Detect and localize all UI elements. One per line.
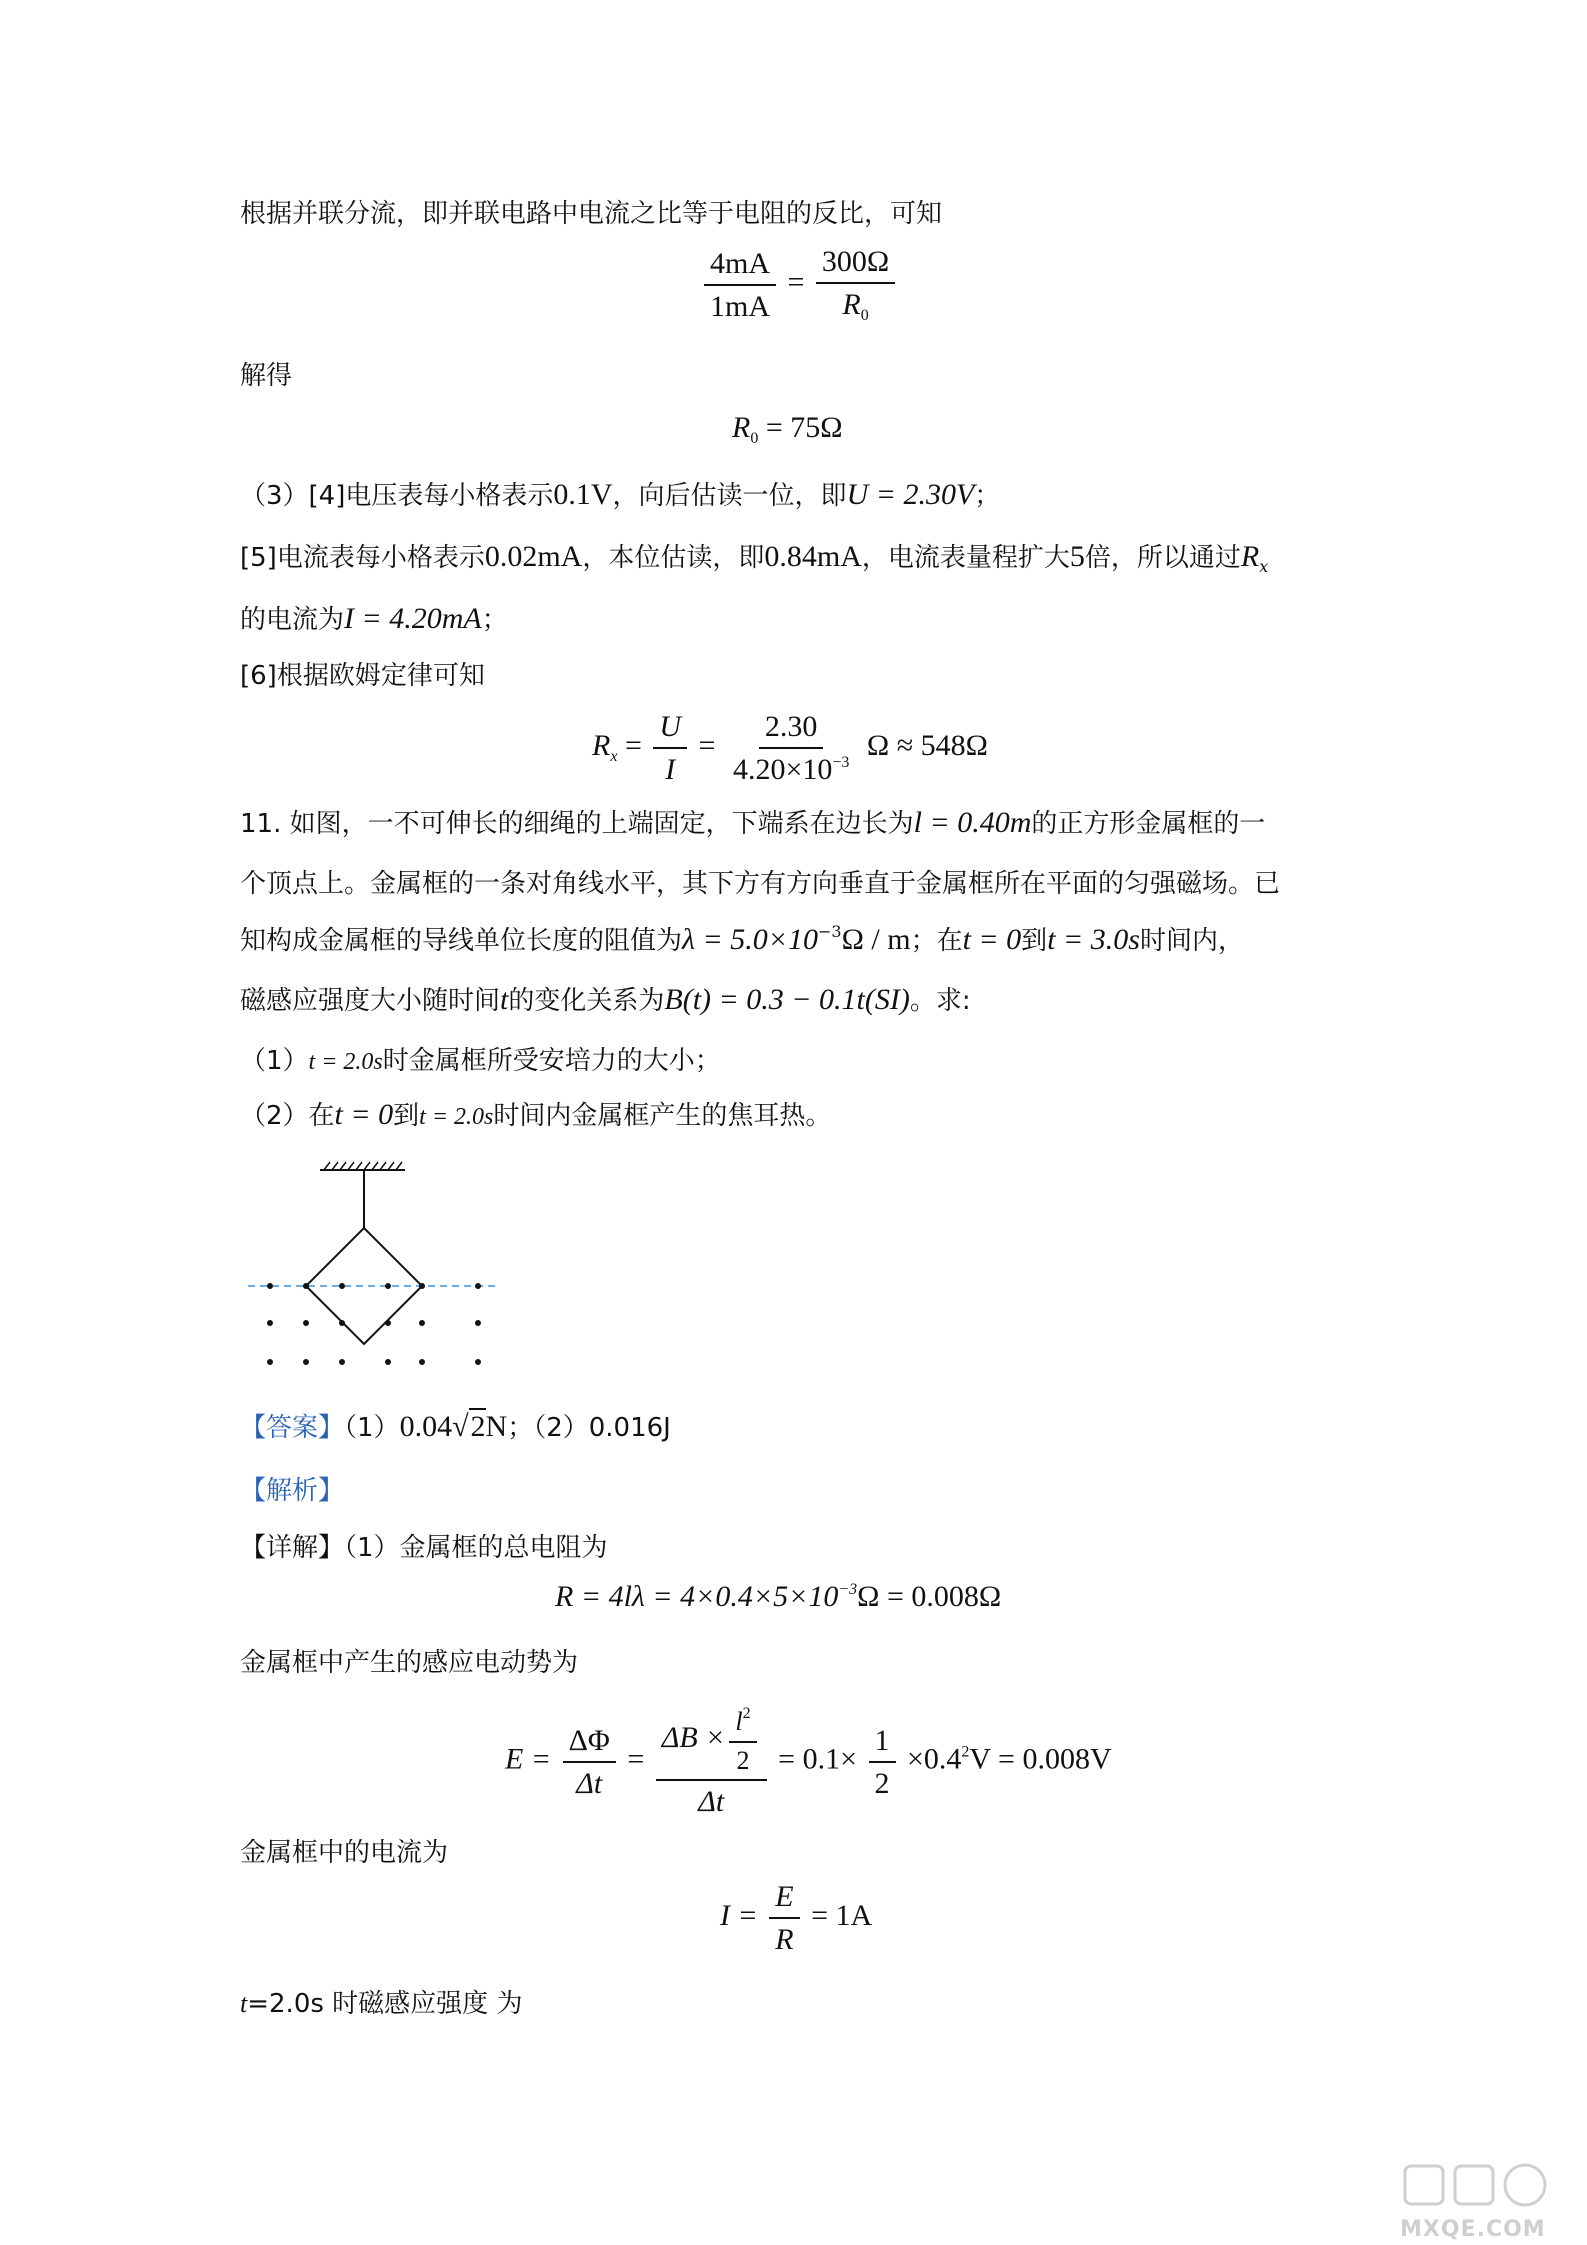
q11-part-2: [240, 1095, 831, 1132]
analysis-tag: 【解析】: [240, 1476, 345, 1506]
eq3-u: U: [653, 710, 687, 749]
eq5-mid: = 0.1×: [778, 1742, 857, 1776]
detailed-solution-line: [240, 1527, 608, 1564]
paragraph-parallel-current: 根据并联分流，即并联电路中电流之比等于电阻的反比，可知: [240, 199, 943, 229]
paragraph-emf: 金属框中产生的感应电动势为: [240, 1648, 579, 1678]
eq5-db: ΔB ×: [661, 1720, 726, 1754]
paragraph-voltmeter: [240, 475, 1000, 512]
eq3-denominator: 4.20×10: [732, 753, 833, 786]
answer-tag: 【答案】: [240, 1413, 345, 1443]
q11-4-text-a: 磁感应强度大小随时间: [240, 986, 501, 1016]
watermark-text: MXQE.COM: [1400, 2217, 1546, 2242]
eq3-rx-symbol: R: [592, 728, 611, 762]
q11-5-time: t = 2.0s: [308, 1049, 383, 1075]
eq2-r-symbol: R: [732, 411, 751, 444]
p9-text: =2.0s 时磁感应强度 为: [247, 1989, 523, 2019]
eq2-value: = 75Ω: [758, 411, 843, 444]
eq1-numerator-right: 300Ω: [816, 245, 895, 284]
p3-text-c: ；: [974, 481, 1001, 511]
q11-4-formula: B(t) = 0.3 − 0.1t(SI): [664, 983, 910, 1016]
q11-side-length: l = 0.40m: [913, 806, 1032, 839]
answer-part2: ；（2）0.016J: [507, 1413, 671, 1443]
p3-value-b: U = 2.30V: [846, 478, 975, 511]
eq4-main: R = 4lλ = 4×0.4×5×10: [555, 1580, 839, 1613]
p3-text-b: ，向后估读一位，即: [612, 481, 847, 511]
eq3-exponent: −3: [832, 754, 850, 771]
q11-5-text-b: 时金属框所受安培力的大小；: [382, 1046, 721, 1076]
paragraph-ammeter: [240, 537, 1268, 576]
answer-part1-label: （1）: [344, 1413, 400, 1443]
metal-frame-figure: [240, 1150, 510, 1390]
q11-3-text-d: 时间内，: [1139, 926, 1244, 956]
eq5-lhs: E =: [505, 1742, 552, 1776]
q11-line-1: [240, 803, 1265, 840]
answer-coefficient: 0.04: [399, 1410, 453, 1443]
detailed-text: （1）金属框的总电阻为: [344, 1533, 608, 1563]
q11-line-2: 个顶点上。金属框的一条对角线水平，其下方有方向垂直于金属框所在平面的匀强磁场。已: [240, 869, 1281, 899]
p4-value-a: 0.02mA: [484, 540, 583, 573]
eq5-time-change: Δt: [576, 1766, 603, 1800]
answer-radicand: 2: [470, 1410, 486, 1443]
eq3-result: Ω ≈ 548Ω: [866, 728, 988, 762]
eq1-numerator-left: 4mA: [704, 247, 776, 286]
q11-6-t0: t = 0: [334, 1098, 394, 1131]
answer-line: [240, 1407, 671, 1444]
q11-6-t2: t = 2.0s: [419, 1104, 494, 1130]
q11-line-3: [240, 920, 1244, 957]
p4-text-b: ，本位估读，即: [582, 543, 765, 573]
q11-4-t: t: [500, 983, 509, 1016]
eq5-two: 2: [736, 1745, 750, 1775]
q11-3-unit: Ω / m: [841, 923, 911, 956]
equation-r0: [732, 411, 843, 448]
q11-3-lambda: λ = 5.0×10: [682, 923, 818, 956]
eq3-i: I: [665, 753, 676, 786]
eq5-half-den: 2: [874, 1766, 890, 1800]
p4-rx-symbol: R: [1240, 540, 1260, 573]
watermark-logo: [1400, 2160, 1560, 2242]
sqrt-symbol: √: [452, 1410, 469, 1443]
eq1-r-subscript: 0: [860, 307, 869, 324]
equation-current: [720, 1880, 872, 1956]
q11-4-text-c: 。求:: [909, 986, 971, 1016]
eq6-lhs: I =: [720, 1898, 758, 1932]
q11-text-a: 11. 如图，一不可伸长的细绳的上端固定，下端系在边长为: [240, 809, 914, 839]
p5-text-b: ；: [481, 605, 508, 635]
q11-3-exponent: −3: [818, 922, 842, 941]
q11-3-text-b: ；在: [910, 926, 963, 956]
q11-3-text-a: 知构成金属框的导线单位长度的阻值为: [240, 926, 683, 956]
eq5-l: l: [735, 1707, 743, 1736]
q11-3-t3: t = 3.0s: [1047, 923, 1140, 956]
ceiling-support: [320, 1162, 405, 1170]
watermark-emblem: [1400, 2160, 1560, 2210]
equation-emf: E = $\frac{\Delta\Phi}{\Delta t}$ = ΔB × $\frac{l^2}{2}$ Δt = 0.1× $\frac{1}{2}$ $\times 0.4^2V = 0.008V$: [505, 1705, 1112, 1819]
p4-text-c: ，电流表量程扩大: [861, 543, 1070, 573]
eq5-dt: Δt: [698, 1785, 725, 1819]
eq6-e: E: [769, 1880, 799, 1919]
paragraph-current-value: [240, 599, 508, 636]
answer-unit: N: [485, 1410, 508, 1443]
eq6-result: = 1A: [811, 1898, 873, 1932]
p5-text-a: 的电流为: [240, 605, 345, 635]
q11-3-text-c: 到: [1021, 926, 1048, 956]
p3-text-a: （3）[4]电压表每小格表示: [240, 481, 554, 511]
eq6-r: R: [775, 1923, 794, 1956]
q11-6-text-b: 到: [393, 1101, 420, 1131]
q11-part-1: [240, 1040, 721, 1077]
eq5-end-b: V = 0.008V: [969, 1742, 1112, 1776]
eq5-end-a: ×0.4: [907, 1742, 962, 1776]
paragraph-field-at-time: [240, 1983, 522, 2020]
equation-current-ratio: $\frac{4mA}{1mA}$ = $\frac{300\Omega}{R_0}$: [700, 245, 899, 325]
paragraph-current: 金属框中的电流为: [240, 1838, 449, 1868]
p4-value-c: 5: [1069, 540, 1085, 573]
magnetic-field-dots: [267, 1283, 481, 1365]
p9-t: t: [240, 1989, 248, 2018]
p3-value-a: 0.1V: [553, 478, 613, 511]
paragraph-solve: 解得: [240, 361, 293, 391]
eq4-exponent: −3: [838, 1581, 858, 1598]
q11-3-t0: t = 0: [962, 923, 1022, 956]
eq5-l-exponent: 2: [742, 1705, 751, 1722]
q11-4-text-b: 的变化关系为: [508, 986, 665, 1016]
eq5-end-exponent: 2: [961, 1743, 970, 1761]
q11-6-text-a: （2）在: [240, 1101, 335, 1131]
p4-text-a: [5]电流表每小格表示: [240, 543, 485, 573]
p4-rx-subscript: x: [1259, 557, 1269, 576]
eq1-denominator-left: 1mA: [710, 289, 770, 323]
q11-6-text-c: 时间内金属框产生的焦耳热。: [493, 1101, 832, 1131]
q11-line-4: [240, 980, 971, 1017]
p5-value: I = 4.20mA: [344, 602, 482, 635]
q11-text-b: 的正方形金属框的一: [1031, 809, 1266, 839]
eq5-flux-change: ΔΦ: [563, 1724, 616, 1763]
eq3-numerator: 2.30: [759, 710, 824, 749]
paragraph-ohms-law: [6]根据欧姆定律可知: [240, 661, 485, 691]
equation-rx: $R_x$ = $\frac{U}{I}$ = $\frac{2.30}{4.20\times 10^{-3}}$ Ω ≈ 548Ω: [592, 710, 988, 786]
eq2-subscript: 0: [750, 430, 759, 447]
eq3-rx-subscript: x: [610, 747, 618, 765]
q11-5-text-a: （1）: [240, 1046, 309, 1076]
equation-total-resistance: [555, 1580, 1001, 1614]
p4-text-d: 倍，所以通过: [1084, 543, 1241, 573]
p4-value-b: 0.84mA: [764, 540, 862, 573]
eq1-r-symbol: R: [842, 288, 861, 321]
eq5-half-num: 1: [869, 1724, 896, 1763]
detailed-tag: 【详解】: [240, 1533, 345, 1563]
eq4-result: Ω = 0.008Ω: [857, 1580, 1002, 1613]
